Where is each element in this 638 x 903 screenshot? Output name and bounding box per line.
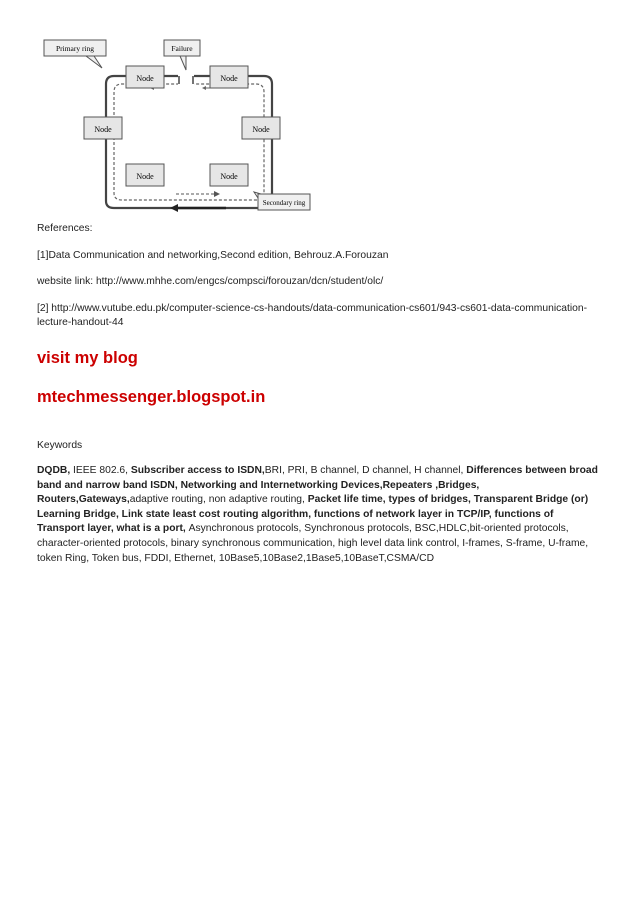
failure-gap <box>178 72 194 88</box>
keyword-segment: IEEE 802.6, <box>70 465 131 476</box>
blog-url-link[interactable]: mtechmessenger.blogspot.in <box>37 388 266 406</box>
svg-text:Node: Node <box>136 172 154 181</box>
reference-1: [1]Data Communication and networking,Second edition, Behrouz.A.Forouzan <box>37 250 389 261</box>
dual-ring-diagram <box>36 36 316 214</box>
keyword-segment: Differences between broad band and narrow band ISDN, Networking and Internetworking Devices,Repeaters ,Bridges, Routers,Gateways, <box>37 465 598 506</box>
node-top-right <box>210 66 248 88</box>
svg-text:Secondary ring: Secondary ring <box>262 199 306 207</box>
callout-primary-ring <box>44 40 106 68</box>
svg-text:Failure: Failure <box>171 44 193 53</box>
keyword-segment: DQDB, <box>37 465 71 476</box>
reference-2[interactable]: [2] http://www.vutube.edu.pk/computer-science-cs-handouts/data-communication-cs601/943-cs601-data-communication-lecture-handout-44 <box>37 303 588 328</box>
keyword-segment: BRI, PRI, B channel, D channel, H channel, <box>264 465 467 476</box>
blog-label: visit my blog <box>37 349 138 367</box>
svg-text:Node: Node <box>220 172 238 181</box>
node-bottom-right <box>210 164 248 186</box>
svg-text:Primary ring: Primary ring <box>55 44 95 53</box>
svg-text:Node: Node <box>94 125 112 134</box>
node-right <box>242 117 280 139</box>
keyword-segment: Packet life time, types of bridges, Transparent Bridge (or) Learning Bridge, Link state least cost routing algorithm, functions of network layer in TCP/IP, functions of Transport layer, what is a port, <box>37 494 589 535</box>
arrowhead-bottom-primary <box>170 204 178 212</box>
arrowhead-bottom-secondary <box>214 191 220 197</box>
keyword-segment: adaptive routing, non adaptive routing, <box>129 494 308 506</box>
keywords-heading: Keywords <box>37 440 83 451</box>
arrowhead-top-right <box>202 86 206 90</box>
callout-secondary-ring <box>254 192 310 210</box>
node-left <box>84 117 122 139</box>
primary-ring-path <box>106 76 272 208</box>
svg-text:Node: Node <box>220 74 238 83</box>
website-link[interactable]: website link: http://www.mhhe.com/engcs/compsci/forouzan/dcn/student/olc/ <box>37 276 384 287</box>
keyword-segment: Subscriber access to ISDN, <box>130 465 265 476</box>
svg-text:Node: Node <box>252 125 270 134</box>
node-bottom-left <box>126 164 164 186</box>
keywords-body <box>37 464 602 566</box>
keyword-segment: Asynchronous protocols, Synchronous protocols, BSC,HDLC,bit-oriented protocols, character-oriented protocols, binary synchronous communication, high level data link control, I-frames, S-frame, U-frame, token Ring, Token bus, FDDI, Ethernet, 10Base5,10Base2,1Base5,10BaseT,CSMA/CD <box>37 523 589 564</box>
callout-failure <box>164 40 200 70</box>
references-heading: References: <box>37 223 93 234</box>
node-top-left <box>126 66 164 88</box>
svg-text:Node: Node <box>136 74 154 83</box>
